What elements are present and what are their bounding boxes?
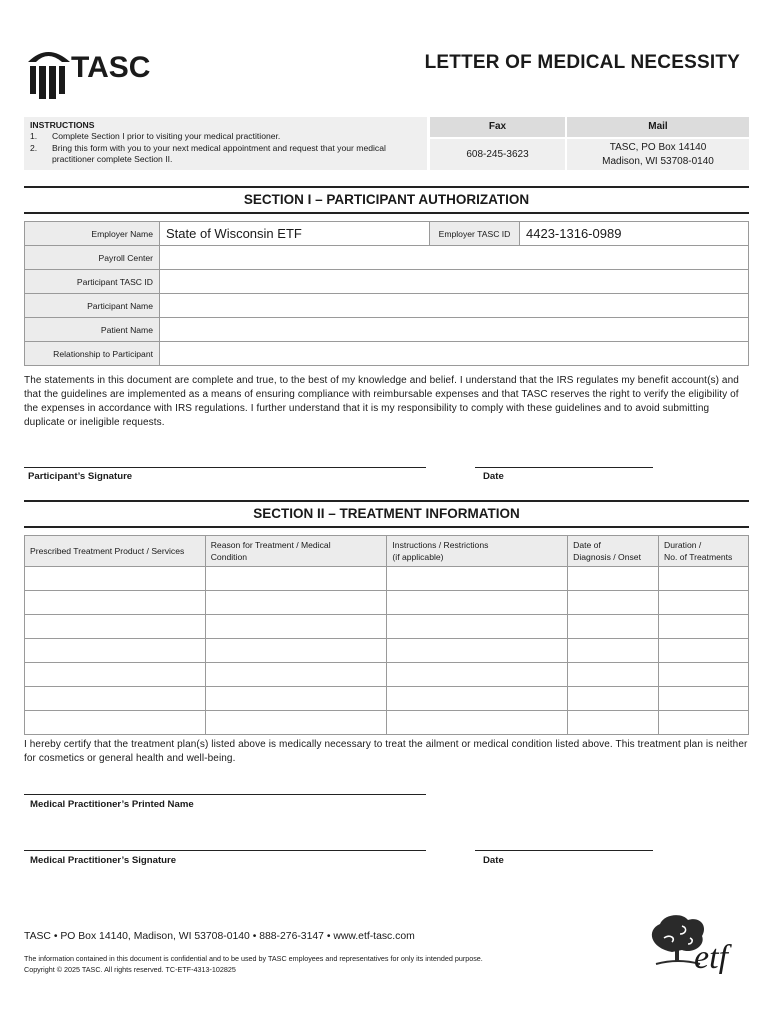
practitioner-name-line[interactable]	[24, 794, 426, 795]
treatment-cell[interactable]	[659, 711, 749, 735]
treatment-cell[interactable]	[387, 663, 568, 687]
treatment-cell[interactable]	[387, 711, 568, 735]
instructions-heading: INSTRUCTIONS	[30, 120, 95, 130]
col-instructions	[387, 536, 568, 567]
fax-number: 608-245-3623	[430, 139, 565, 170]
treatment-cell[interactable]	[25, 639, 206, 663]
section1-title: SECTION I – PARTICIPANT AUTHORIZATION	[243, 192, 530, 207]
treatment-cell[interactable]	[25, 711, 206, 735]
treatment-cell[interactable]	[568, 639, 659, 663]
treatment-cell[interactable]	[25, 687, 206, 711]
participant-name-field[interactable]	[160, 294, 749, 318]
payroll-center-field[interactable]	[160, 246, 749, 270]
form-row	[25, 270, 749, 294]
treatment-table-header	[25, 536, 749, 567]
copyright-note: Copyright © 2025 TASC. All rights reserved. TC-ETF-4313-102825	[24, 965, 236, 974]
instructions-box	[24, 117, 427, 170]
section2-top-rule	[24, 500, 749, 502]
participant-name-label: Participant Name	[25, 294, 160, 318]
participant-tasc-id-label: Participant TASC ID	[25, 270, 160, 294]
treatment-cell[interactable]	[205, 687, 387, 711]
col-reason-line1: Reason for Treatment / Medical	[210, 540, 331, 550]
treatment-cell[interactable]	[659, 567, 749, 591]
treatment-cell[interactable]	[568, 663, 659, 687]
treatment-cell[interactable]	[659, 591, 749, 615]
treatment-cell[interactable]	[205, 663, 387, 687]
treatment-cell[interactable]	[205, 639, 387, 663]
participant-statement: The statements in this document are complete and true, to the best of my knowledge and belief. I understand that the IRS regulates my benefit account(s) and that the guidelines are implemented as a means of ensuring compliance with reimbursable expenses and that TASC reserves the right to verify the eligibility of the expenses in accordance with IRS regulations. I further understand that it is my responsibility to comply with these guidelines and to avoid submitting duplicate or ineligible requests.	[24, 375, 739, 428]
mail-header: Mail	[567, 117, 749, 137]
treatment-row	[25, 711, 749, 735]
section1-top-rule	[24, 186, 749, 188]
mail-address-line1: TASC, PO Box 14140	[609, 142, 707, 153]
instruction-text: Complete Section I prior to visiting your medical practitioner.	[52, 131, 281, 142]
employer-name-field[interactable]: State of Wisconsin ETF	[160, 222, 430, 246]
col-prescribed-treatment-label: Prescribed Treatment Product / Services	[30, 546, 185, 556]
treatment-cell[interactable]	[25, 591, 206, 615]
section1-bottom-rule	[24, 212, 749, 214]
col-duration-line1: Duration /	[664, 540, 702, 550]
treatment-cell[interactable]	[205, 567, 387, 591]
patient-name-label: Patient Name	[25, 318, 160, 342]
etf-logo-text: etf	[694, 939, 728, 974]
fax-header: Fax	[430, 117, 565, 137]
form-row	[25, 342, 749, 366]
treatment-cell[interactable]	[205, 615, 387, 639]
instruction-text: Bring this form with you to your next medical appointment and request that your medical practitioner complete Section II.	[52, 142, 386, 165]
treatment-cell[interactable]	[568, 567, 659, 591]
practitioner-date-label: Date	[483, 855, 504, 866]
practitioner-signature-line[interactable]	[24, 850, 426, 851]
treatment-cell[interactable]	[659, 639, 749, 663]
form-row	[25, 246, 749, 270]
instruction-item	[30, 143, 421, 166]
treatment-cell[interactable]	[387, 687, 568, 711]
treatment-cell[interactable]	[25, 615, 206, 639]
treatment-row	[25, 591, 749, 615]
instruction-item	[30, 131, 421, 142]
col-date-diagnosis	[568, 536, 659, 567]
col-duration	[659, 536, 749, 567]
tasc-logo-text: TASC	[71, 51, 151, 84]
section2-title: SECTION II – TREATMENT INFORMATION	[253, 506, 520, 521]
treatment-row	[25, 639, 749, 663]
payroll-center-label: Payroll Center	[25, 246, 160, 270]
col-prescribed-treatment	[25, 536, 206, 567]
treatment-cell[interactable]	[568, 591, 659, 615]
form-row	[25, 318, 749, 342]
participant-tasc-id-field[interactable]	[160, 270, 749, 294]
treatment-cell[interactable]	[205, 711, 387, 735]
instruction-number: 1.	[30, 131, 38, 142]
confidentiality-note: The information contained in this document is confidential and to be used by TASC employees and representatives for only its intended purpose.	[24, 954, 483, 963]
employer-tasc-id-field[interactable]: 4423-1316-0989	[520, 222, 749, 246]
participant-signature-line[interactable]	[24, 467, 426, 468]
mail-address	[567, 139, 749, 170]
document-title: LETTER OF MEDICAL NECESSITY	[424, 52, 740, 73]
treatment-row	[25, 687, 749, 711]
participant-date-label: Date	[483, 471, 504, 482]
col-duration-line2: No. of Treatments	[664, 552, 733, 562]
practitioner-name-label: Medical Practitioner’s Printed Name	[30, 799, 194, 810]
treatment-cell[interactable]	[568, 615, 659, 639]
treatment-row	[25, 663, 749, 687]
col-date-diagnosis-line2: Diagnosis / Onset	[573, 552, 641, 562]
col-date-diagnosis-line1: Date of	[573, 540, 601, 550]
relationship-field[interactable]	[160, 342, 749, 366]
col-instructions-line2: (if applicable)	[392, 552, 444, 562]
practitioner-certification: I hereby certify that the treatment plan(s) listed above is medically necessary to treat the ailment or medical condition listed above. This treatment plan is neither for cosmetics or general health and well-being.	[24, 739, 748, 764]
etf-logo	[642, 908, 750, 974]
tasc-logo	[24, 44, 164, 102]
instruction-number: 2.	[30, 142, 38, 153]
treatment-cell[interactable]	[568, 711, 659, 735]
footer-notes	[24, 953, 483, 975]
form-row	[25, 222, 749, 246]
treatment-table	[24, 535, 749, 735]
participant-signature-label: Participant’s Signature	[28, 471, 133, 482]
patient-name-field[interactable]	[160, 318, 749, 342]
col-instructions-line1: Instructions / Restrictions	[392, 540, 489, 550]
treatment-cell[interactable]	[387, 567, 568, 591]
practitioner-date-line[interactable]	[475, 850, 653, 851]
treatment-cell[interactable]	[659, 615, 749, 639]
treatment-cell[interactable]	[25, 567, 206, 591]
treatment-cell[interactable]	[387, 615, 568, 639]
treatment-cell[interactable]	[205, 591, 387, 615]
footer-address: TASC • PO Box 14140, Madison, WI 53708-0140 • 888-276-3147 • www.etf-tasc.com	[24, 931, 415, 942]
treatment-cell[interactable]	[659, 687, 749, 711]
treatment-cell[interactable]	[25, 663, 206, 687]
col-reason	[205, 536, 387, 567]
treatment-cell[interactable]	[387, 591, 568, 615]
treatment-row	[25, 615, 749, 639]
form-row	[25, 294, 749, 318]
participant-date-line[interactable]	[475, 467, 653, 468]
employer-name-label: Employer Name	[25, 222, 160, 246]
treatment-cell[interactable]	[387, 639, 568, 663]
mail-address-line2: Madison, WI 53708-0140	[602, 156, 714, 167]
practitioner-signature-label: Medical Practitioner’s Signature	[30, 855, 177, 866]
treatment-cell[interactable]	[659, 663, 749, 687]
relationship-label: Relationship to Participant	[25, 342, 160, 366]
section2-bottom-rule	[24, 526, 749, 528]
col-reason-line2: Condition	[210, 552, 248, 562]
employer-tasc-id-label: Employer TASC ID	[430, 222, 520, 246]
treatment-cell[interactable]	[568, 687, 659, 711]
treatment-row	[25, 567, 749, 591]
participant-authorization-form	[24, 221, 749, 366]
